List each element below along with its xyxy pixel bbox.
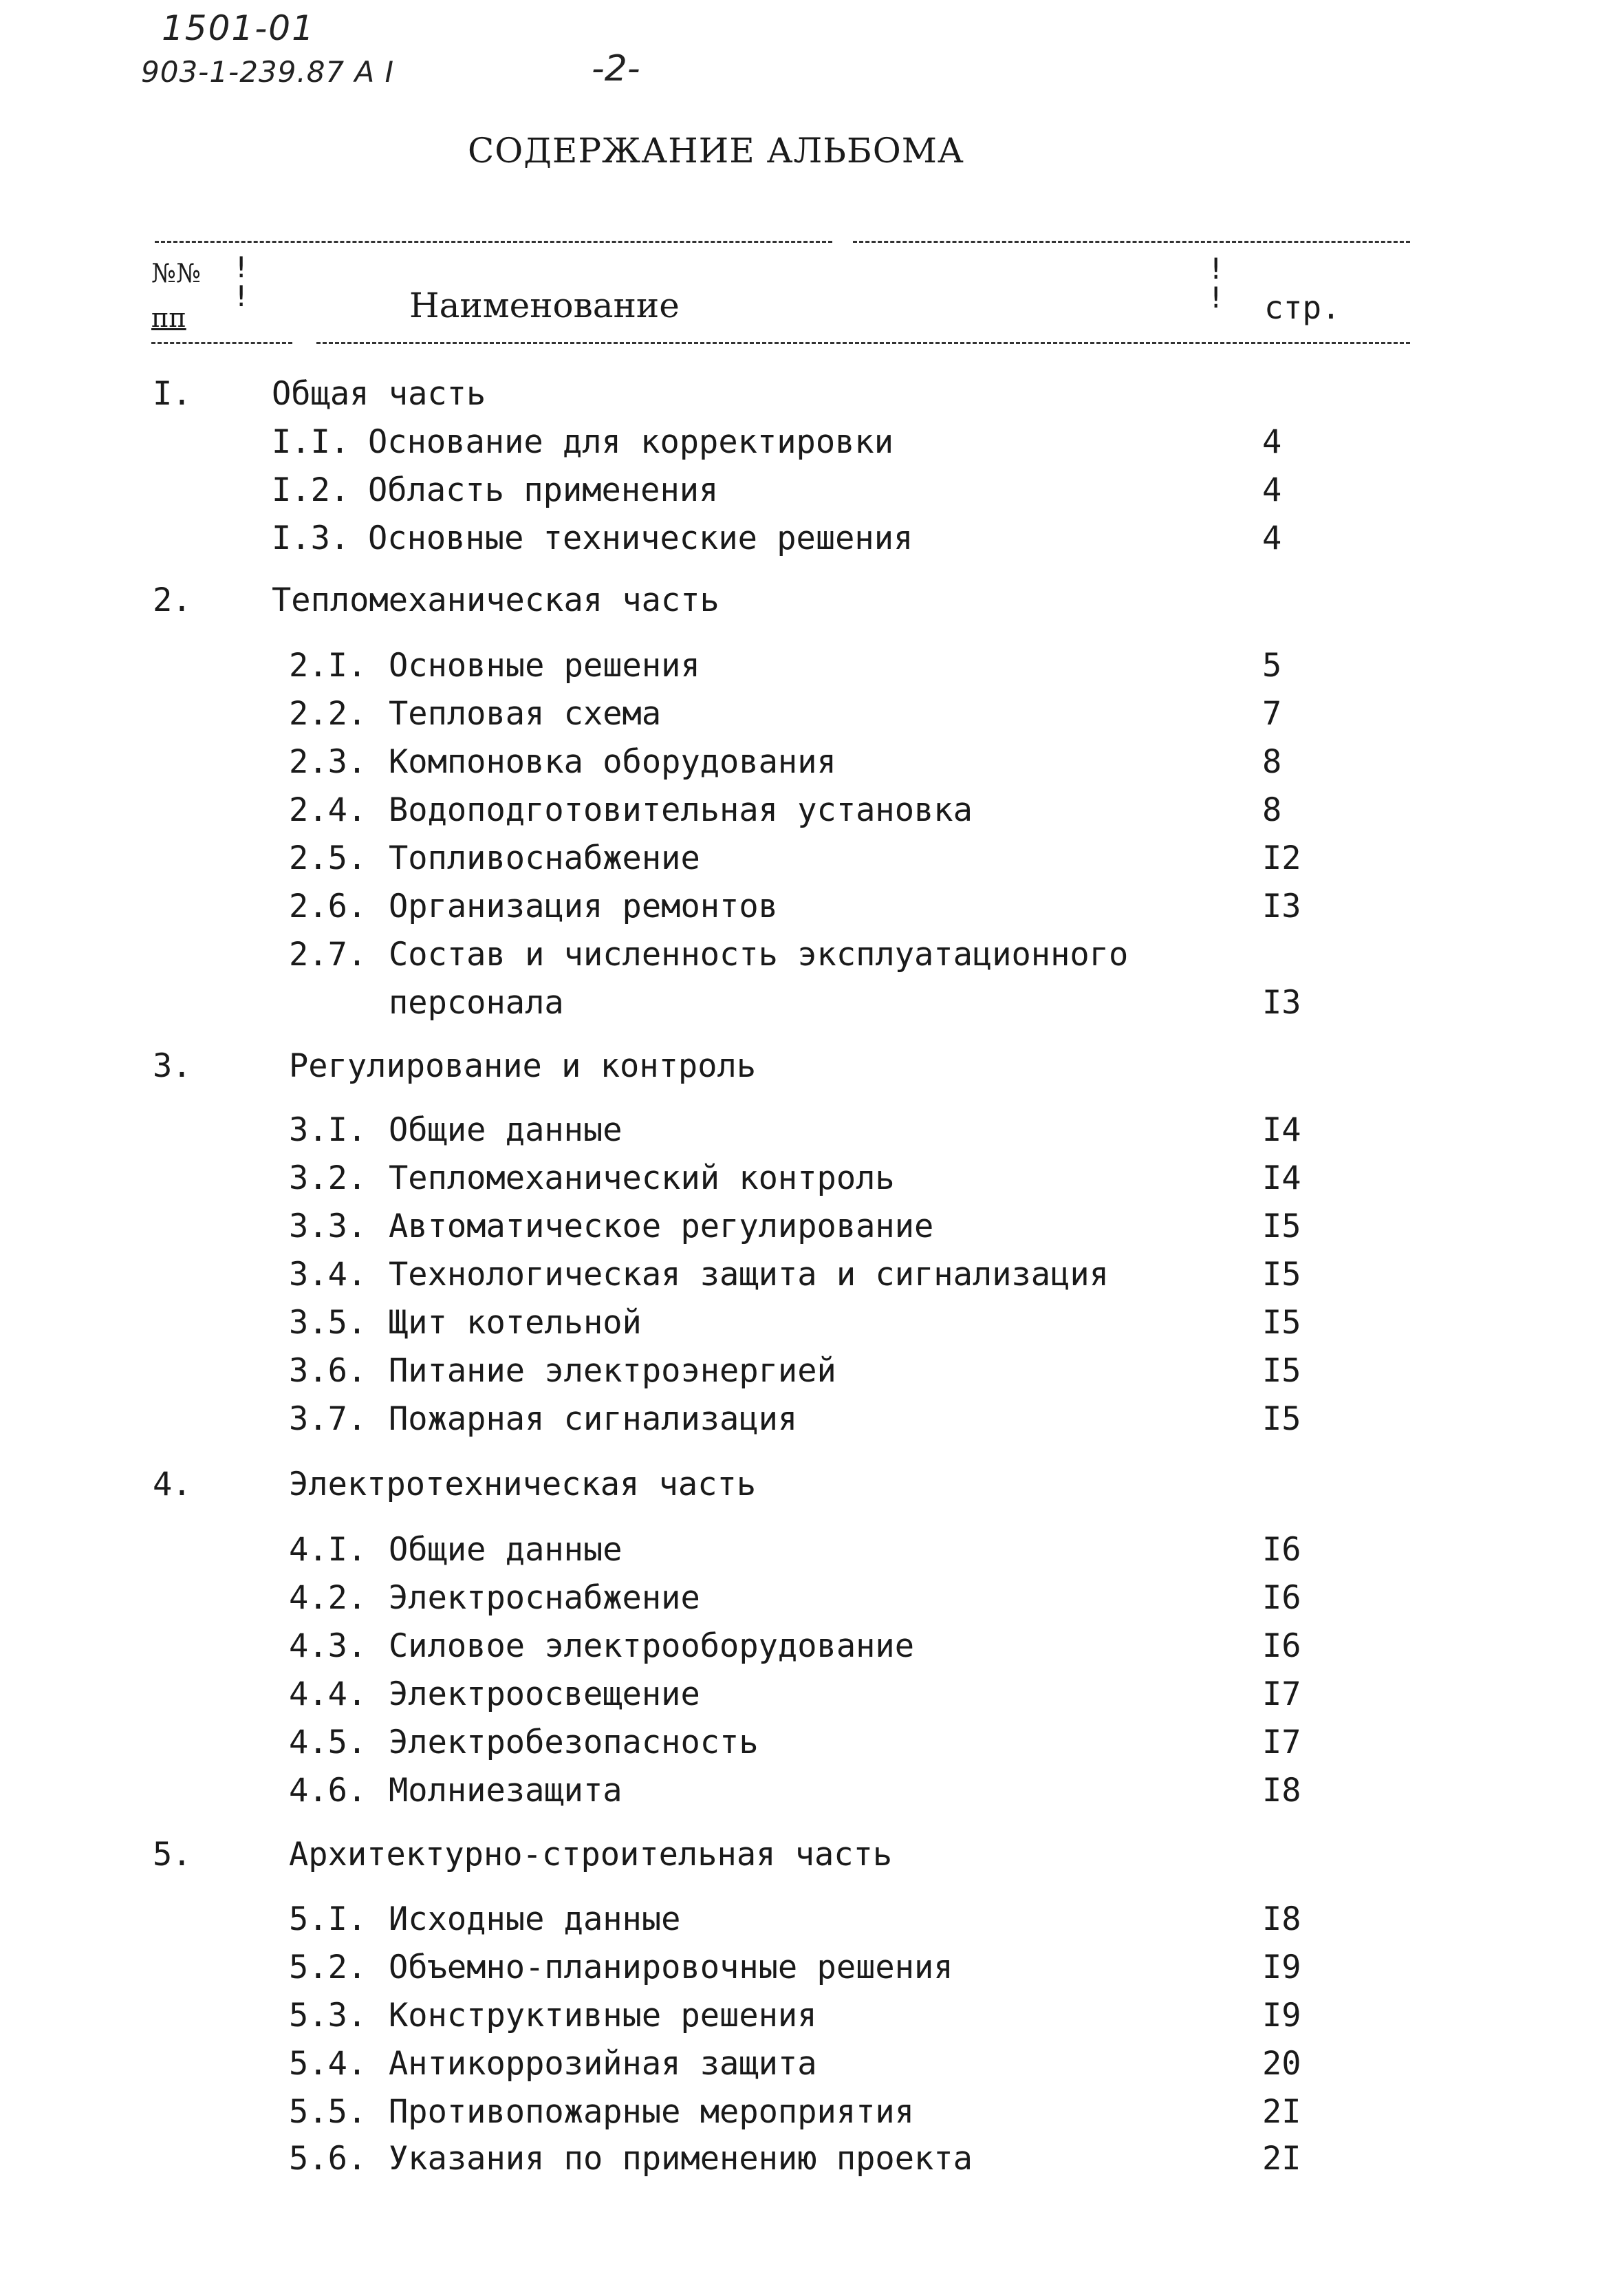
toc-page: 8 bbox=[1262, 743, 1282, 781]
toc-number: 5.5. bbox=[289, 2093, 367, 2131]
toc-title: Указания по применению проекта bbox=[389, 2140, 973, 2178]
toc-number: 2.3. bbox=[289, 743, 367, 781]
toc-page: 4 bbox=[1262, 471, 1282, 509]
handwritten-reference: 903-1-239.87 А I bbox=[141, 55, 394, 89]
separator-mark: ! bbox=[232, 250, 250, 284]
toc-page: 2I bbox=[1262, 2140, 1301, 2178]
toc-number: 3.2. bbox=[289, 1159, 367, 1197]
toc-item bbox=[0, 1724, 1624, 1765]
toc-page: I5 bbox=[1262, 1400, 1301, 1438]
toc-number: 5.I. bbox=[289, 1900, 367, 1938]
toc-item bbox=[0, 423, 1624, 464]
toc-page: I8 bbox=[1262, 1772, 1301, 1810]
toc-number: 4.I. bbox=[289, 1531, 367, 1569]
toc-title: Автоматическое регулирование bbox=[389, 1207, 934, 1245]
toc-page: 7 bbox=[1262, 695, 1282, 733]
toc-page: I5 bbox=[1262, 1352, 1301, 1390]
toc-page: I5 bbox=[1262, 1256, 1301, 1293]
toc-number: 3.6. bbox=[289, 1352, 367, 1390]
toc-title: Исходные данные bbox=[389, 1900, 681, 1938]
toc-item bbox=[0, 936, 1624, 977]
toc-number: 3.5. bbox=[289, 1304, 367, 1342]
toc-page: 4 bbox=[1262, 519, 1282, 557]
toc-item bbox=[0, 1948, 1624, 1990]
toc-title: Конструктивные решения bbox=[389, 1997, 817, 2035]
toc-number: 4.4. bbox=[289, 1675, 367, 1713]
toc-title: Электроосвещение bbox=[389, 1675, 700, 1713]
toc-number: 2.5. bbox=[289, 839, 367, 877]
toc-title: Основание для корректировки bbox=[368, 423, 894, 461]
toc-item bbox=[0, 1627, 1624, 1668]
document-title: СОДЕРЖАНИЕ АЛЬБОМА bbox=[468, 131, 964, 171]
toc-title: Тепломеханическая часть bbox=[272, 581, 719, 619]
toc-page: I5 bbox=[1262, 1304, 1301, 1342]
toc-section bbox=[0, 1466, 1624, 1507]
toc-page: I3 bbox=[1262, 888, 1301, 925]
toc-number: I.I. bbox=[272, 423, 350, 461]
toc-title: Тепломеханический контроль bbox=[389, 1159, 895, 1197]
separator-mark: ! bbox=[1207, 281, 1225, 314]
toc-number: 3.I. bbox=[289, 1111, 367, 1149]
header-number-label: №№ bbox=[151, 258, 201, 288]
toc-page: 2I bbox=[1262, 2093, 1301, 2131]
toc-page: I2 bbox=[1262, 839, 1301, 877]
toc-page: I7 bbox=[1262, 1675, 1301, 1713]
toc-item bbox=[0, 1579, 1624, 1620]
toc-number: 5.3. bbox=[289, 1997, 367, 2035]
handwritten-code: 1501-01 bbox=[162, 8, 315, 48]
toc-item bbox=[0, 471, 1624, 513]
toc-number: 5.6. bbox=[289, 2140, 367, 2178]
toc-number: 4.5. bbox=[289, 1724, 367, 1761]
toc-number: 2.6. bbox=[289, 888, 367, 925]
header-page-label: стр. bbox=[1264, 289, 1341, 326]
toc-number: 2. bbox=[153, 581, 192, 619]
toc-item bbox=[0, 1531, 1624, 1572]
toc-section bbox=[0, 1047, 1624, 1088]
toc-page: 4 bbox=[1262, 423, 1282, 461]
toc-item bbox=[0, 1207, 1624, 1249]
separator-mark: ! bbox=[1207, 252, 1225, 286]
toc-title: персонала bbox=[389, 984, 564, 1022]
toc-number: 5.4. bbox=[289, 2045, 367, 2083]
toc-number: 4.2. bbox=[289, 1579, 367, 1617]
toc-title: Организация ремонтов bbox=[389, 888, 778, 925]
toc-item bbox=[0, 2140, 1624, 2181]
toc-item bbox=[0, 1400, 1624, 1441]
toc-page: 8 bbox=[1262, 791, 1282, 829]
toc-title: Силовое электрооборудование bbox=[389, 1627, 915, 1665]
toc-item bbox=[0, 1997, 1624, 2038]
toc-title: Общие данные bbox=[389, 1531, 622, 1569]
toc-number: 4.3. bbox=[289, 1627, 367, 1665]
page-number: -2- bbox=[592, 48, 640, 89]
toc-title: Электробезопасность bbox=[389, 1724, 759, 1761]
toc-item bbox=[0, 2093, 1624, 2134]
toc-number: I.3. bbox=[272, 519, 350, 557]
toc-section bbox=[0, 375, 1624, 416]
toc-page: I6 bbox=[1262, 1531, 1301, 1569]
toc-item bbox=[0, 1352, 1624, 1393]
toc-number: 3.7. bbox=[289, 1400, 367, 1438]
toc-item bbox=[0, 1256, 1624, 1297]
toc-page: 20 bbox=[1262, 2045, 1301, 2083]
toc-number: 5. bbox=[153, 1836, 192, 1874]
toc-section bbox=[0, 581, 1624, 623]
toc-title: Противопожарные мероприятия bbox=[389, 2093, 915, 2131]
toc-page: I6 bbox=[1262, 1579, 1301, 1617]
toc-item bbox=[0, 743, 1624, 784]
toc-number: 2.2. bbox=[289, 695, 367, 733]
toc-title: Питание электроэнергией bbox=[389, 1352, 836, 1390]
toc-item bbox=[0, 1772, 1624, 1813]
toc-page: I9 bbox=[1262, 1948, 1301, 1986]
toc-page: I5 bbox=[1262, 1207, 1301, 1245]
toc-item bbox=[0, 647, 1624, 688]
toc-number: 2.7. bbox=[289, 936, 367, 974]
toc-item bbox=[0, 1900, 1624, 1942]
toc-page: I4 bbox=[1262, 1159, 1301, 1197]
toc-title: Водоподготовительная установка bbox=[389, 791, 973, 829]
toc-title: Архитектурно-строительная часть bbox=[289, 1836, 893, 1874]
toc-number: 3. bbox=[153, 1047, 192, 1085]
toc-title: Молниезащита bbox=[389, 1772, 622, 1810]
toc-title: Технологическая защита и сигнализация bbox=[389, 1256, 1109, 1293]
toc-item bbox=[0, 1111, 1624, 1152]
toc-item bbox=[0, 791, 1624, 833]
toc-item bbox=[0, 519, 1624, 561]
toc-title: Антикоррозийная защита bbox=[389, 2045, 817, 2083]
toc-number: 3.3. bbox=[289, 1207, 367, 1245]
toc-title: Объемно-планировочные решения bbox=[389, 1948, 953, 1986]
toc-title: Тепловая схема bbox=[389, 695, 662, 733]
toc-title: Топливоснабжение bbox=[389, 839, 700, 877]
toc-page: I9 bbox=[1262, 1997, 1301, 2035]
toc-number: I. bbox=[153, 375, 192, 413]
toc-title: Основные решения bbox=[389, 647, 700, 685]
toc-title: Пожарная сигнализация bbox=[389, 1400, 798, 1438]
toc-number: I.2. bbox=[272, 471, 350, 509]
toc-title: Компоновка оборудования bbox=[389, 743, 836, 781]
toc-number: 4.6. bbox=[289, 1772, 367, 1810]
toc-number: 5.2. bbox=[289, 1948, 367, 1986]
toc-item bbox=[0, 888, 1624, 929]
toc-title: Общая часть bbox=[272, 375, 486, 413]
header-number-label-line2: пп bbox=[151, 303, 186, 333]
toc-number: 2.4. bbox=[289, 791, 367, 829]
toc-number: 4. bbox=[153, 1466, 192, 1503]
toc-number: 2.I. bbox=[289, 647, 367, 685]
toc-item bbox=[0, 1159, 1624, 1201]
toc-title: Состав и численность эксплуатационного bbox=[389, 936, 1129, 974]
toc-title: Область применения bbox=[368, 471, 719, 509]
toc-page: I4 bbox=[1262, 1111, 1301, 1149]
toc-title: Общие данные bbox=[389, 1111, 622, 1149]
toc-item bbox=[0, 1304, 1624, 1345]
toc-number: 3.4. bbox=[289, 1256, 367, 1293]
toc-title: Электротехническая часть bbox=[289, 1466, 757, 1503]
toc-section bbox=[0, 1836, 1624, 1877]
toc-page: I8 bbox=[1262, 1900, 1301, 1938]
toc-item bbox=[0, 695, 1624, 736]
header-name-label: Наименование bbox=[409, 286, 680, 325]
toc-item-continuation bbox=[0, 984, 1624, 1025]
toc-title: Основные технические решения bbox=[368, 519, 913, 557]
toc-item bbox=[0, 2045, 1624, 2086]
toc-title: Электроснабжение bbox=[389, 1579, 700, 1617]
toc-title: Регулирование и контроль bbox=[289, 1047, 757, 1085]
toc-title: Щит котельной bbox=[389, 1304, 642, 1342]
toc-item bbox=[0, 839, 1624, 881]
toc-page: 5 bbox=[1262, 647, 1282, 685]
separator-mark: ! bbox=[232, 279, 250, 313]
toc-item bbox=[0, 1675, 1624, 1717]
toc-page: I7 bbox=[1262, 1724, 1301, 1761]
toc-page: I3 bbox=[1262, 984, 1301, 1022]
toc-page: I6 bbox=[1262, 1627, 1301, 1665]
